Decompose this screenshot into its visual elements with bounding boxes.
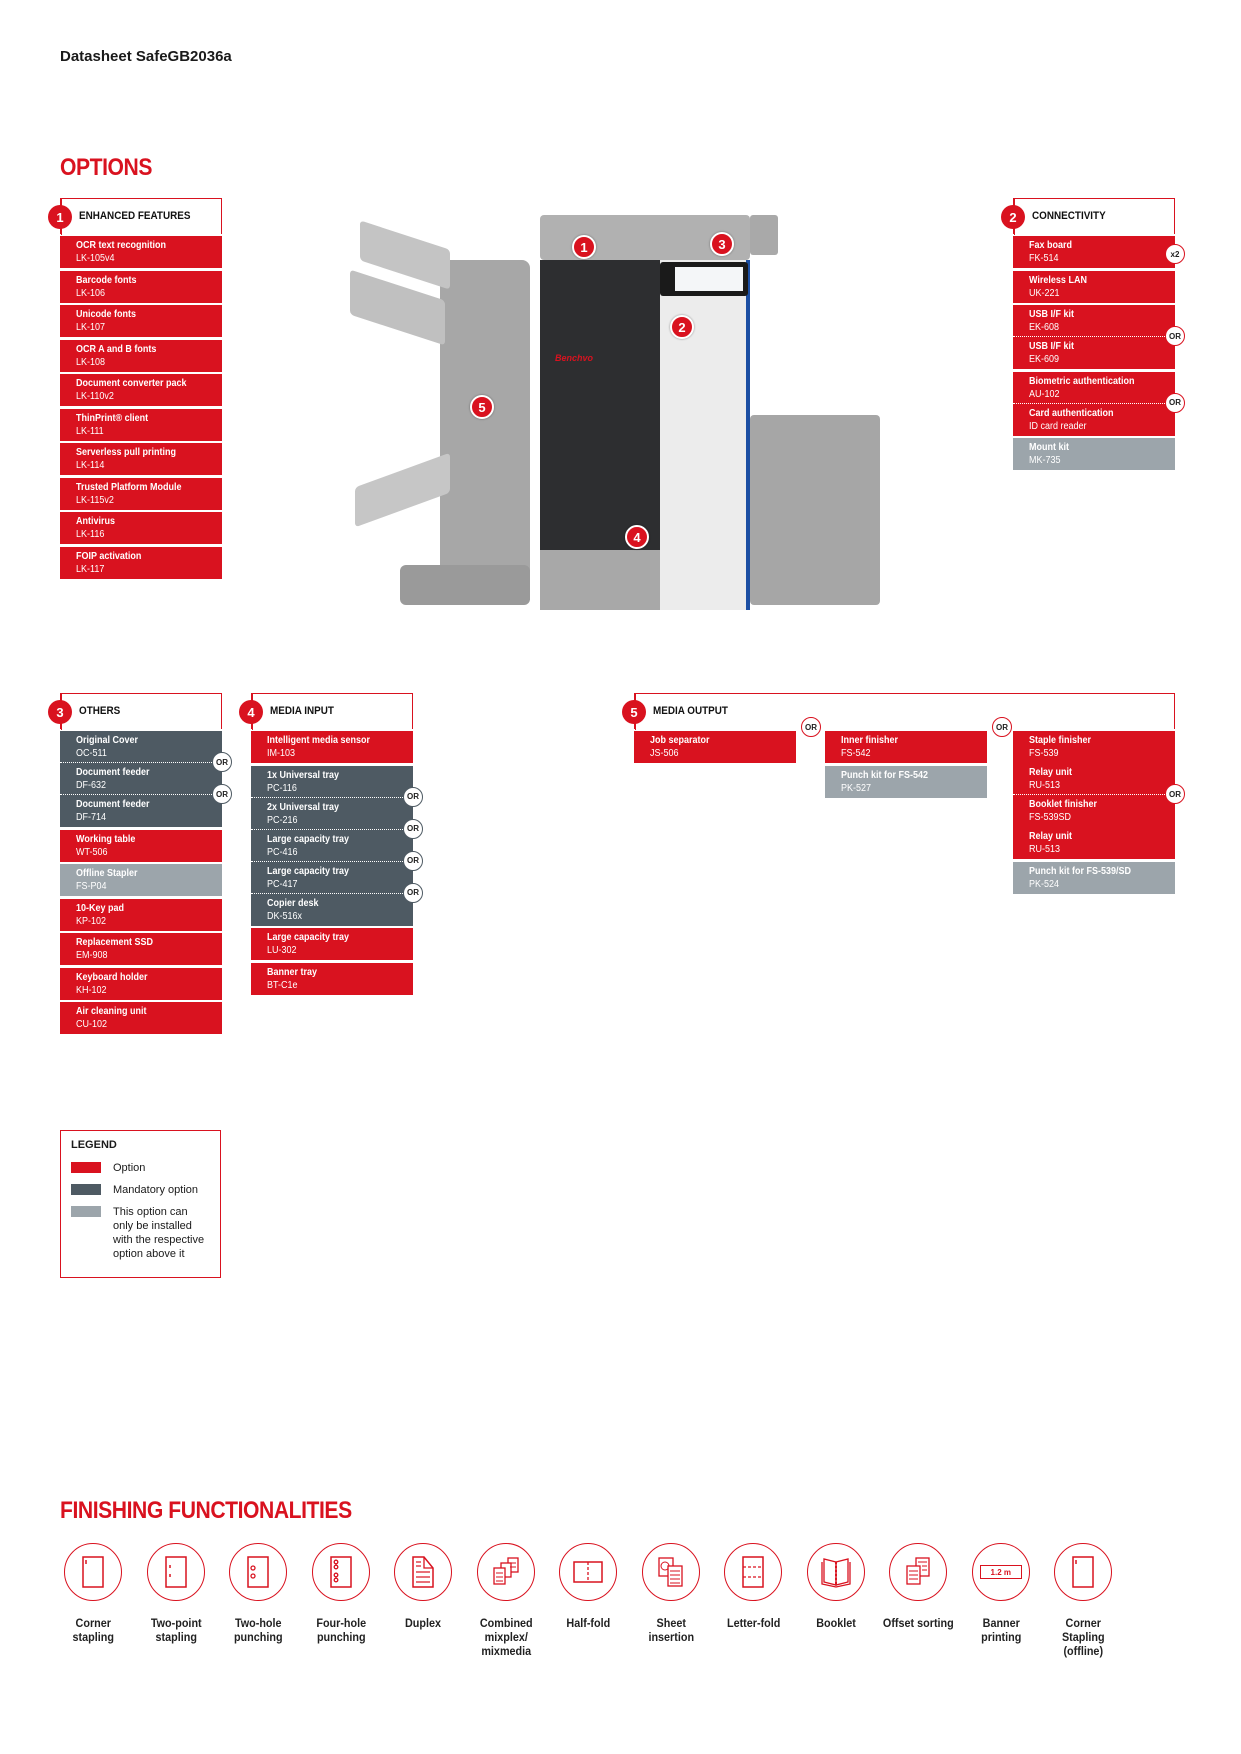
- group-header-enhanced-features: [56, 198, 222, 234]
- option-item: OCR text recognition LK-105v4: [60, 236, 222, 268]
- legend-swatch-red: [71, 1162, 101, 1173]
- option-item: Keyboard holder KH-102: [60, 968, 222, 1000]
- group-label: MEDIA OUTPUT: [653, 705, 728, 717]
- legend-entry-option: [71, 1161, 210, 1175]
- option-item: Job separator JS-506: [634, 731, 796, 763]
- enhanced-features-list: [60, 236, 222, 581]
- printer-illustration: [350, 205, 890, 635]
- finishing-item: [547, 1543, 630, 1658]
- option-item: USB I/F kit EK-609: [1013, 337, 1175, 369]
- option-item: Unicode fonts LK-107: [60, 305, 222, 337]
- media-output-col-2: [825, 731, 987, 800]
- media-output-col-1: [634, 731, 796, 766]
- others-list: [60, 731, 228, 1037]
- finishing-item: [1042, 1543, 1125, 1658]
- booklet-icon: [807, 1543, 865, 1601]
- sheet-insertion-icon: [642, 1543, 700, 1601]
- option-item: Fax board FK-514 x2: [1013, 236, 1175, 268]
- mandatory-option-item: 1x Universal tray PC-116 OR: [251, 766, 413, 798]
- four-hole-punching-icon: [312, 1543, 370, 1601]
- dependent-option-item: Offline Stapler FS-P04: [60, 864, 222, 896]
- finishing-item: [877, 1543, 960, 1658]
- finisher-tray-lower: [355, 453, 450, 528]
- finishing-heading: FINISHING FUNCTIONALITIES: [60, 1497, 352, 1524]
- option-item: ThinPrint® client LK-111: [60, 409, 222, 441]
- duplex-icon: [394, 1543, 452, 1601]
- or-badge: OR: [1165, 326, 1185, 346]
- option-item: Biometric authentication AU-102 OR: [1013, 372, 1175, 404]
- or-badge: OR: [801, 717, 821, 737]
- option-item: Replacement SSD EM-908: [60, 933, 222, 965]
- dependent-option-item: Mount kit MK-735: [1013, 438, 1175, 470]
- group-label: ENHANCED FEATURES: [79, 210, 191, 222]
- mandatory-option-item: Large capacity tray PC-416 OR: [251, 830, 413, 862]
- mandatory-option-item: Large capacity tray PC-417 OR: [251, 862, 413, 894]
- group-header-media-input: [247, 693, 413, 729]
- dependent-option-item: Punch kit for FS-539/SD PK-524: [1013, 862, 1175, 894]
- legend-swatch-grey: [71, 1206, 101, 1217]
- option-item: Relay unit RU-513 OR: [1013, 763, 1175, 795]
- finishing-icons-row: [52, 1543, 1192, 1658]
- or-badge: OR: [403, 851, 423, 871]
- finishing-label: Booklet: [815, 1616, 856, 1630]
- option-item: Barcode fonts LK-106: [60, 271, 222, 303]
- group-number-badge: 2: [1001, 205, 1025, 229]
- option-item: Working table WT-506: [60, 830, 222, 862]
- group-header-media-output: [630, 693, 1175, 729]
- legend-title: LEGEND: [71, 1139, 117, 1151]
- or-badge: OR: [1165, 784, 1185, 804]
- option-item: Trusted Platform Module LK-115v2: [60, 478, 222, 510]
- finishing-item: [712, 1543, 795, 1658]
- group-number-badge: 1: [48, 205, 72, 229]
- half-fold-icon: [559, 1543, 617, 1601]
- finishing-item: [52, 1543, 135, 1658]
- option-item: Banner tray BT-C1e: [251, 963, 413, 995]
- callout-3: 3: [710, 232, 734, 256]
- corner-stapling-icon: [64, 1543, 122, 1601]
- finishing-item: [135, 1543, 218, 1658]
- group-label: CONNECTIVITY: [1032, 210, 1106, 222]
- callout-4: 4: [625, 525, 649, 549]
- dependent-option-item: Punch kit for FS-542 PK-527: [825, 766, 987, 798]
- finishing-label: Duplex: [405, 1616, 442, 1630]
- corner-stapling-offline-icon: [1054, 1543, 1112, 1601]
- finishing-label: Corner Stapling (offline): [1061, 1616, 1105, 1658]
- finishing-label: Half-fold: [566, 1616, 611, 1630]
- option-item: 10-Key pad KP-102: [60, 899, 222, 931]
- large-capacity-tray-unit: [750, 415, 880, 605]
- option-item: FOIP activation LK-117: [60, 547, 222, 579]
- option-item: Intelligent media sensor IM-103: [251, 731, 413, 763]
- brand-logo: Benchvo: [555, 353, 594, 363]
- group-number-badge: 4: [239, 700, 263, 724]
- or-badge: OR: [403, 787, 423, 807]
- option-item: Air cleaning unit CU-102: [60, 1002, 222, 1034]
- group-header-others: [56, 693, 222, 729]
- mandatory-option-item: Document feeder DF-632 OR: [60, 763, 222, 795]
- finishing-item: [465, 1543, 548, 1658]
- main-body-dark: [540, 260, 660, 550]
- finishing-item: [217, 1543, 300, 1658]
- or-badge: OR: [212, 784, 232, 804]
- legend-swatch-dark: [71, 1184, 101, 1195]
- mandatory-option-item: Copier desk DK-516x: [251, 894, 413, 926]
- finishing-item: [300, 1543, 383, 1658]
- mandatory-option-item: Document feeder DF-714: [60, 795, 222, 827]
- callout-2: 2: [670, 315, 694, 339]
- letter-fold-icon: [724, 1543, 782, 1601]
- legend-label: Mandatory option: [113, 1184, 198, 1196]
- option-item: Staple finisher FS-539: [1013, 731, 1175, 763]
- banner-printing-icon: [972, 1543, 1030, 1601]
- option-item: Booklet finisher FS-539SD: [1013, 795, 1175, 827]
- media-input-list: [251, 731, 419, 997]
- option-item: Document converter pack LK-110v2: [60, 374, 222, 406]
- mixplex-icon: [477, 1543, 535, 1601]
- finishing-item: [795, 1543, 878, 1658]
- finishing-item: [630, 1543, 713, 1658]
- legend-entry-dependent: [71, 1205, 210, 1261]
- connectivity-list: [1013, 236, 1181, 473]
- finishing-label: Sheet insertion: [647, 1616, 694, 1644]
- document-title: Datasheet SafeGB2036a: [60, 48, 232, 65]
- option-item: OCR A and B fonts LK-108: [60, 340, 222, 372]
- group-label: OTHERS: [79, 705, 121, 717]
- base-cabinet: [540, 550, 660, 610]
- finishing-label: Offset sorting: [882, 1616, 954, 1630]
- mandatory-option-item: Original Cover OC-511 OR: [60, 731, 222, 763]
- finishing-label: Corner stapling: [72, 1616, 114, 1644]
- legend-entry-mandatory: [71, 1183, 210, 1197]
- option-item: Serverless pull printing LK-114: [60, 443, 222, 475]
- or-badge: OR: [1165, 393, 1185, 413]
- or-badge: OR: [212, 752, 232, 772]
- callout-5: 5: [470, 395, 494, 419]
- option-item: Antivirus LK-116: [60, 512, 222, 544]
- mandatory-option-item: 2x Universal tray PC-216 OR: [251, 798, 413, 830]
- finishing-label: Two-hole punching: [233, 1616, 283, 1644]
- legend-label: This option can only be installed with the respective option above it: [113, 1206, 205, 1260]
- finishing-label: Letter-fold: [726, 1616, 780, 1630]
- option-item: Large capacity tray LU-302: [251, 928, 413, 960]
- group-label: MEDIA INPUT: [270, 705, 334, 717]
- or-badge: OR: [992, 717, 1012, 737]
- banner-length-label: 1.2 m: [980, 1565, 1022, 1579]
- finishing-label: Banner printing: [980, 1616, 1021, 1644]
- finishing-label: Two-point stapling: [150, 1616, 202, 1644]
- finishing-label: Four-hole punching: [315, 1616, 366, 1644]
- finishing-item: [960, 1543, 1043, 1658]
- group-header-connectivity: [1009, 198, 1175, 234]
- or-badge: OR: [403, 883, 423, 903]
- finishing-item: [382, 1543, 465, 1658]
- finisher-base: [400, 565, 530, 605]
- offset-sorting-icon: [889, 1543, 947, 1601]
- legend-label: Option: [113, 1162, 146, 1174]
- option-item: USB I/F kit EK-608 OR: [1013, 305, 1175, 337]
- option-item: Inner finisher FS-542: [825, 731, 987, 763]
- post-inserter: [750, 215, 778, 255]
- option-item: Card authentication ID card reader: [1013, 404, 1175, 436]
- quantity-x2-badge: x2: [1165, 244, 1185, 264]
- or-badge: OR: [403, 819, 423, 839]
- finishing-label: Combined mixplex/ mixmedia: [479, 1616, 533, 1658]
- group-number-badge: 5: [622, 700, 646, 724]
- legend-box: [60, 1130, 221, 1278]
- main-body-light: [660, 260, 750, 610]
- option-item: Wireless LAN UK-221: [1013, 271, 1175, 303]
- group-number-badge: 3: [48, 700, 72, 724]
- two-point-stapling-icon: [147, 1543, 205, 1601]
- media-output-col-3: [1013, 731, 1181, 896]
- touch-screen: [675, 267, 743, 291]
- options-heading: OPTIONS: [60, 154, 152, 181]
- callout-1: 1: [572, 235, 596, 259]
- finisher-unit: [440, 260, 530, 600]
- option-item: Relay unit RU-513: [1013, 827, 1175, 859]
- two-hole-punching-icon: [229, 1543, 287, 1601]
